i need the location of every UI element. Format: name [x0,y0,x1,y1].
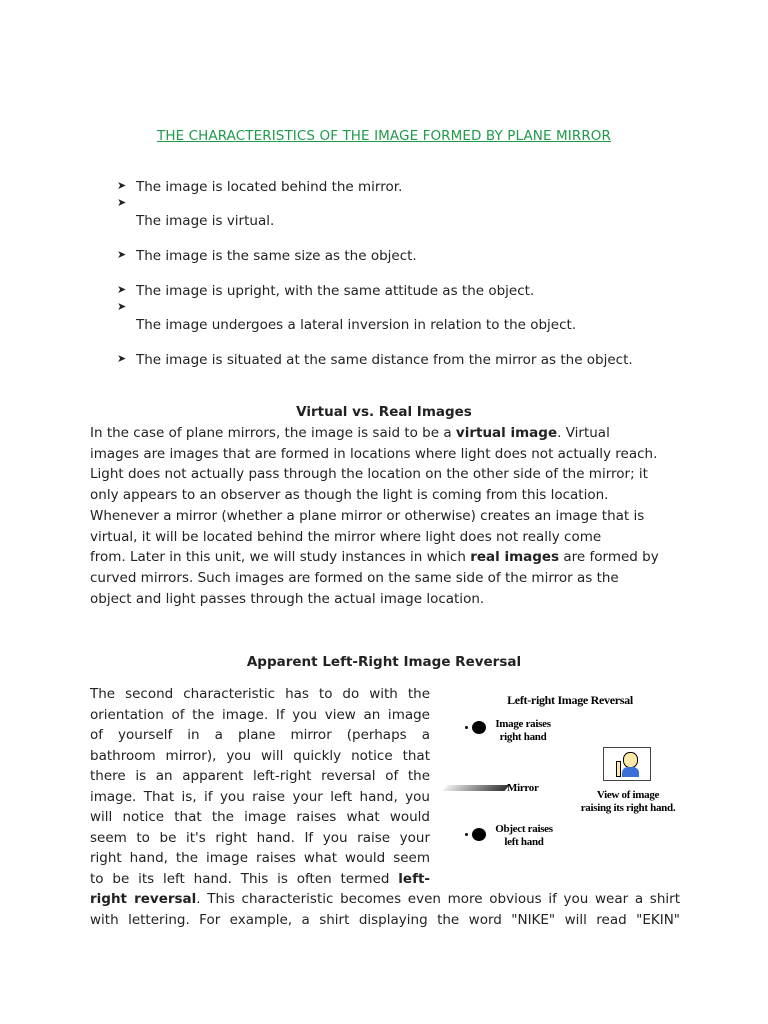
text-run: The second characteristic has to do with the [90,686,430,702]
hand-dot-icon [465,726,468,729]
object-label: Object raises left hand [495,823,553,848]
paragraph-line [90,568,619,588]
list-item-text: The image undergoes a lateral inversion in relation to the object. [136,317,577,333]
list-item-text: The image is situated at the same distance from the mirror as the object. [136,352,633,368]
paragraph-line [90,705,430,725]
bold-term: right reversal [90,891,197,907]
text-run: there is an apparent left-right reversal of the [90,768,430,784]
arrow-bullet-icon: ➤ [117,196,127,209]
paragraph-line [90,869,430,889]
text-run: In the case of plane mirrors, the image is said to be a [90,425,456,441]
head-icon [472,828,486,841]
bold-term: virtual image [455,425,558,441]
paragraph-line [90,766,430,786]
text-run: . This characteristic becomes even more obvious if you wear a shirt [196,891,680,907]
list-item-text: The image is virtual. [136,213,275,229]
text-run: only appears to an observer as though the light is coming from this location. [90,487,609,504]
paragraph-line [90,848,430,868]
text-run: of yourself in a plane mirror (perhaps a [90,727,430,743]
text-run: will notice that the image raises what would [90,809,430,825]
image-label: Image raises right hand [495,718,551,743]
left-right-reversal-diagram [445,685,695,855]
paragraph-line [90,746,430,766]
section-heading-left-right: Apparent Left-Right Image Reversal [246,654,522,670]
arrow-bullet-icon: ➤ [117,300,127,313]
mirror-icon [442,785,509,791]
paragraph-line [90,464,648,484]
text-run: images are images that are formed in locations where light does not actually reach. [90,445,658,462]
paragraph-line [90,807,430,827]
paragraph-line [90,547,659,567]
text-run: with lettering. For example, a shirt displaying the word "NIKE" will read "EKIN" [90,911,680,928]
head-icon [472,721,486,734]
image-view-icon [603,747,651,781]
paragraph-line [90,589,484,609]
paragraph-line [90,684,430,704]
text-run: image. That is, if you raise your left hand, you [90,788,430,805]
text-run: virtual, it will be located behind the mirror where light does not really come [90,528,602,545]
paragraph-line [90,423,610,443]
bold-term: real images [470,549,560,566]
paragraph-line [90,787,430,807]
bold-term: left- [398,870,430,887]
text-run: Light does not actually pass through the location on the other side of the mirror; it [90,466,648,483]
arrow-bullet-icon: ➤ [117,248,127,261]
text-run: to be its left hand. This is often termed [90,870,399,887]
arrow-bullet-icon: ➤ [117,352,127,365]
text-run: orientation of the image. If you view an image [90,706,430,723]
hand-dot-icon [465,833,468,836]
text-run: curved mirrors. Such images are formed on the same side of the mirror as the [90,569,619,586]
diagram-title: Left-right Image Reversal [507,693,633,707]
arrow-bullet-icon: ➤ [117,179,127,192]
view-label: View of image raising its right hand. [580,789,676,814]
list-item-text: The image is upright, with the same attitude as the object. [136,283,535,299]
paragraph-line [90,725,430,745]
paragraph-line [90,485,608,505]
section-heading-virtual-real: Virtual vs. Real Images [296,404,472,420]
mirror-label: Mirror [507,782,539,794]
arrow-bullet-icon: ➤ [117,283,127,296]
text-run: right hand, the image raises what would seem [90,850,430,866]
list-item-text: The image is located behind the mirror. [136,179,403,195]
list-item-text: The image is the same size as the object. [136,248,417,264]
paragraph-line [90,889,680,909]
text-run: object and light passes through the actual image location. [90,590,485,607]
paragraph-line [90,506,644,526]
text-run: Whenever a mirror (whether a plane mirror or otherwise) creates an image that is [90,507,645,524]
paragraph-line [90,527,601,547]
text-run: from. Later in this unit, we will study instances in which [90,549,471,566]
text-run: bathroom mirror), you will quickly notice that [90,747,430,764]
text-run: are formed by [559,549,659,566]
text-run: seem to be it's right hand. If you raise your [90,829,430,846]
text-run: . Virtual [557,425,610,441]
paragraph-line [90,444,657,464]
page-title: THE CHARACTERISTICS OF THE IMAGE FORMED BY PLANE MIRROR [156,128,612,144]
paragraph-line [90,910,680,930]
paragraph-line [90,828,430,848]
